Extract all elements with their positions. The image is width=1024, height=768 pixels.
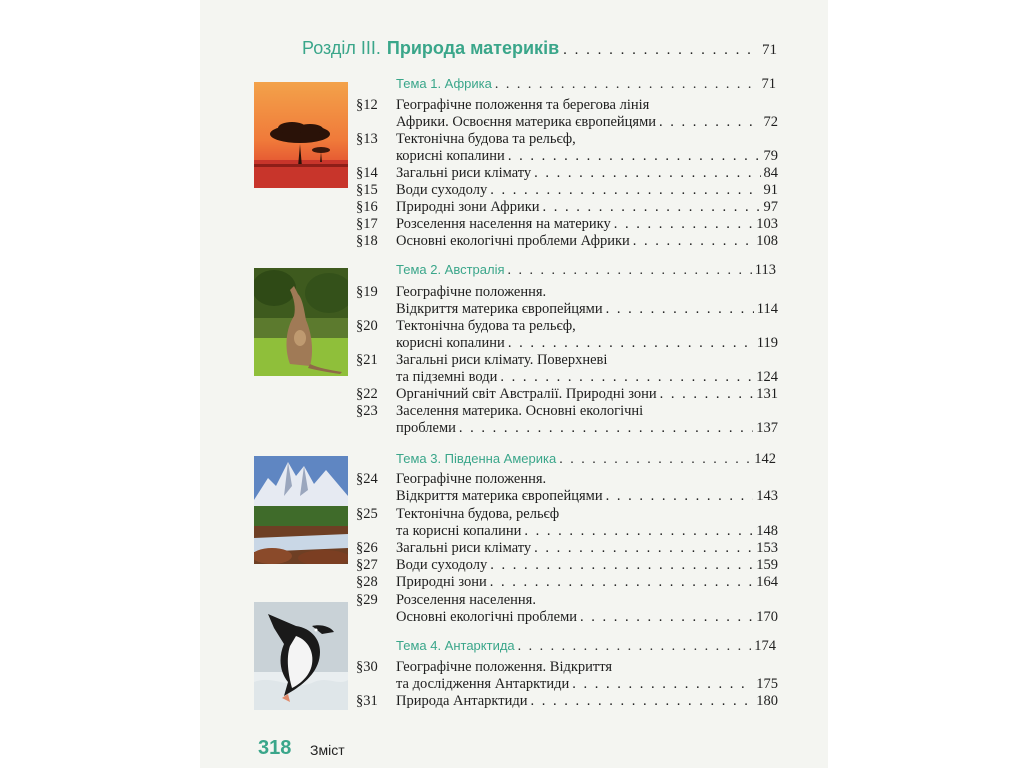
south-america-mountains-photo — [254, 456, 348, 564]
entry-title-line1: Тектонічна будова, рельєф — [396, 506, 560, 522]
toc-entry — [356, 574, 778, 591]
dot-leader — [614, 216, 753, 233]
entry-page: 103 — [756, 216, 778, 232]
entry-number: §25 — [356, 506, 378, 522]
dot-leader — [490, 574, 753, 591]
entry-page: 164 — [756, 574, 778, 590]
entry-page: 148 — [756, 523, 778, 539]
entry-page: 97 — [763, 199, 778, 215]
africa-savanna-photo — [254, 82, 348, 188]
entry-number: §12 — [356, 97, 378, 113]
dot-leader — [531, 693, 754, 710]
entry-title: Природа Антарктиди — [396, 693, 528, 709]
entry-page: 124 — [756, 369, 778, 385]
toc-entry — [356, 471, 778, 505]
australia-kangaroo-photo — [254, 268, 348, 376]
dot-leader — [659, 114, 760, 131]
entry-title: Розселення населення на материку — [396, 216, 611, 232]
dot-leader — [459, 420, 753, 437]
theme-label: Тема 4. Антарктида — [396, 638, 515, 653]
dot-leader — [534, 165, 760, 182]
dot-leader — [580, 609, 753, 626]
entry-number: §29 — [356, 592, 378, 608]
page-number: 318 — [258, 737, 292, 759]
toc-entry — [356, 182, 778, 199]
entry-number: §16 — [356, 199, 378, 215]
entry-page: 131 — [756, 386, 778, 402]
footer-label: Зміст — [310, 742, 345, 758]
toc-entry — [356, 659, 778, 693]
entry-title-line1: Географічне положення. — [396, 284, 547, 300]
theme-page: 71 — [761, 76, 776, 92]
entry-title-line2: корисні копалини — [396, 335, 505, 351]
dot-leader — [518, 639, 752, 655]
entry-page: 108 — [756, 233, 778, 249]
entry-page: 175 — [756, 676, 778, 692]
toc-entry — [356, 557, 778, 574]
dot-leader — [508, 335, 754, 352]
entry-number: §24 — [356, 471, 378, 487]
entry-number: §28 — [356, 574, 378, 590]
entry-number: §14 — [356, 165, 378, 181]
theme-1-row — [396, 76, 776, 96]
entry-title-line1: Розселення населення. — [396, 592, 536, 608]
toc-entry — [356, 233, 778, 250]
entry-page: 170 — [756, 609, 778, 625]
entry-page: 119 — [756, 335, 778, 351]
toc-entry — [356, 165, 778, 182]
entry-number: §17 — [356, 216, 378, 232]
entry-title-line2: Африки. Освоєння материка європейцями — [396, 114, 657, 130]
theme-2-row — [396, 262, 776, 282]
entry-page: 137 — [756, 420, 778, 436]
entry-page: 84 — [763, 165, 778, 181]
entry-title-line2: та корисні копалини — [396, 523, 522, 539]
entry-title: Загальні риси клімату — [396, 540, 532, 556]
dot-leader — [500, 369, 753, 386]
entry-number: §26 — [356, 540, 378, 556]
entry-page: 72 — [763, 114, 778, 130]
entry-title-line1: Тектонічна будова та рельєф, — [396, 318, 576, 334]
dot-leader — [633, 233, 753, 250]
entry-title-line2: Відкриття материка європейцями — [396, 301, 603, 317]
section-title: Природа материків — [386, 38, 560, 58]
entry-page: 79 — [763, 148, 778, 164]
entry-title: Загальні риси клімату — [396, 165, 532, 181]
toc-entry — [356, 403, 778, 437]
entry-title-line2: та дослідження Антарктиди — [396, 676, 570, 692]
dot-leader — [508, 263, 752, 279]
entry-title: Води суходолу — [396, 182, 488, 198]
toc-entry — [356, 693, 778, 710]
entry-number: §31 — [356, 693, 378, 709]
entry-number: §20 — [356, 318, 378, 334]
entry-title-line2: корисні копалини — [396, 148, 505, 164]
entry-page: 143 — [756, 488, 778, 504]
section-page: 71 — [762, 42, 777, 58]
entry-page: 180 — [756, 693, 778, 709]
section-header — [302, 38, 777, 64]
toc-entry — [356, 131, 778, 165]
entry-number: §13 — [356, 131, 378, 147]
entry-title-line2: та підземні води — [396, 369, 498, 385]
entry-number: §22 — [356, 386, 378, 402]
toc-entry — [356, 318, 778, 352]
entry-number: §23 — [356, 403, 378, 419]
section-prefix: Розділ III. — [302, 38, 381, 58]
entry-title: Основні екологічні проблеми Африки — [396, 233, 630, 249]
entry-number: §15 — [356, 182, 378, 198]
dot-leader — [559, 452, 751, 468]
entry-title: Води суходолу — [396, 557, 488, 573]
dot-leader — [534, 540, 753, 557]
dot-leader — [606, 301, 754, 318]
toc-entry — [356, 506, 778, 540]
theme-label: Тема 3. Південна Америка — [396, 451, 557, 466]
entry-title-line1: Географічне положення. — [396, 471, 547, 487]
entry-title-line1: Географічне положення та берегова лінія — [396, 97, 650, 113]
entry-page: 159 — [756, 557, 778, 573]
entry-number: §18 — [356, 233, 378, 249]
toc-entry — [356, 216, 778, 233]
entry-title: Природні зони Африки — [396, 199, 540, 215]
entry-title-line2: Основні екологічні проблеми — [396, 609, 578, 625]
entry-title-line2: Відкриття материка європейцями — [396, 488, 603, 504]
dot-leader — [543, 199, 761, 216]
entry-title: Природні зони — [396, 574, 487, 590]
entry-title-line1: Тектонічна будова та рельєф, — [396, 131, 576, 147]
dot-leader — [572, 676, 753, 693]
entry-page: 153 — [756, 540, 778, 556]
theme-page: 174 — [754, 638, 776, 654]
entry-title-line2: проблеми — [396, 420, 456, 436]
dot-leader — [524, 523, 753, 540]
entry-number: §27 — [356, 557, 378, 573]
toc-entry — [356, 540, 778, 557]
toc-entry — [356, 352, 778, 386]
entry-page: 114 — [756, 301, 778, 317]
theme-label: Тема 1. Африка — [396, 76, 492, 91]
dot-leader — [490, 557, 753, 574]
toc-entry — [356, 284, 778, 318]
book-page — [200, 0, 828, 768]
theme-4-row — [396, 638, 776, 658]
toc-entry — [356, 199, 778, 216]
theme-3-row — [396, 451, 776, 471]
toc-entry — [356, 386, 778, 403]
antarctica-penguin-photo — [254, 602, 348, 710]
dot-leader — [508, 148, 761, 165]
theme-label: Тема 2. Австралія — [396, 262, 505, 277]
toc-entry — [356, 592, 778, 626]
theme-page: 142 — [754, 451, 776, 467]
entry-title: Органічний світ Австралії. Природні зони — [396, 386, 657, 402]
dot-leader — [490, 182, 760, 199]
entry-page: 91 — [763, 182, 778, 198]
theme-page: 113 — [754, 262, 776, 278]
entry-title-line1: Загальні риси клімату. Поверхневі — [396, 352, 608, 368]
entry-title-line1: Заселення материка. Основні екологічні — [396, 403, 644, 419]
entry-number: §30 — [356, 659, 378, 675]
dot-leader — [495, 77, 759, 93]
entry-number: §19 — [356, 284, 378, 300]
entry-number: §21 — [356, 352, 378, 368]
toc-entry — [356, 97, 778, 131]
dot-leader — [563, 42, 758, 59]
entry-title-line1: Географічне положення. Відкриття — [396, 659, 613, 675]
dot-leader — [606, 488, 754, 505]
dot-leader — [660, 386, 754, 403]
